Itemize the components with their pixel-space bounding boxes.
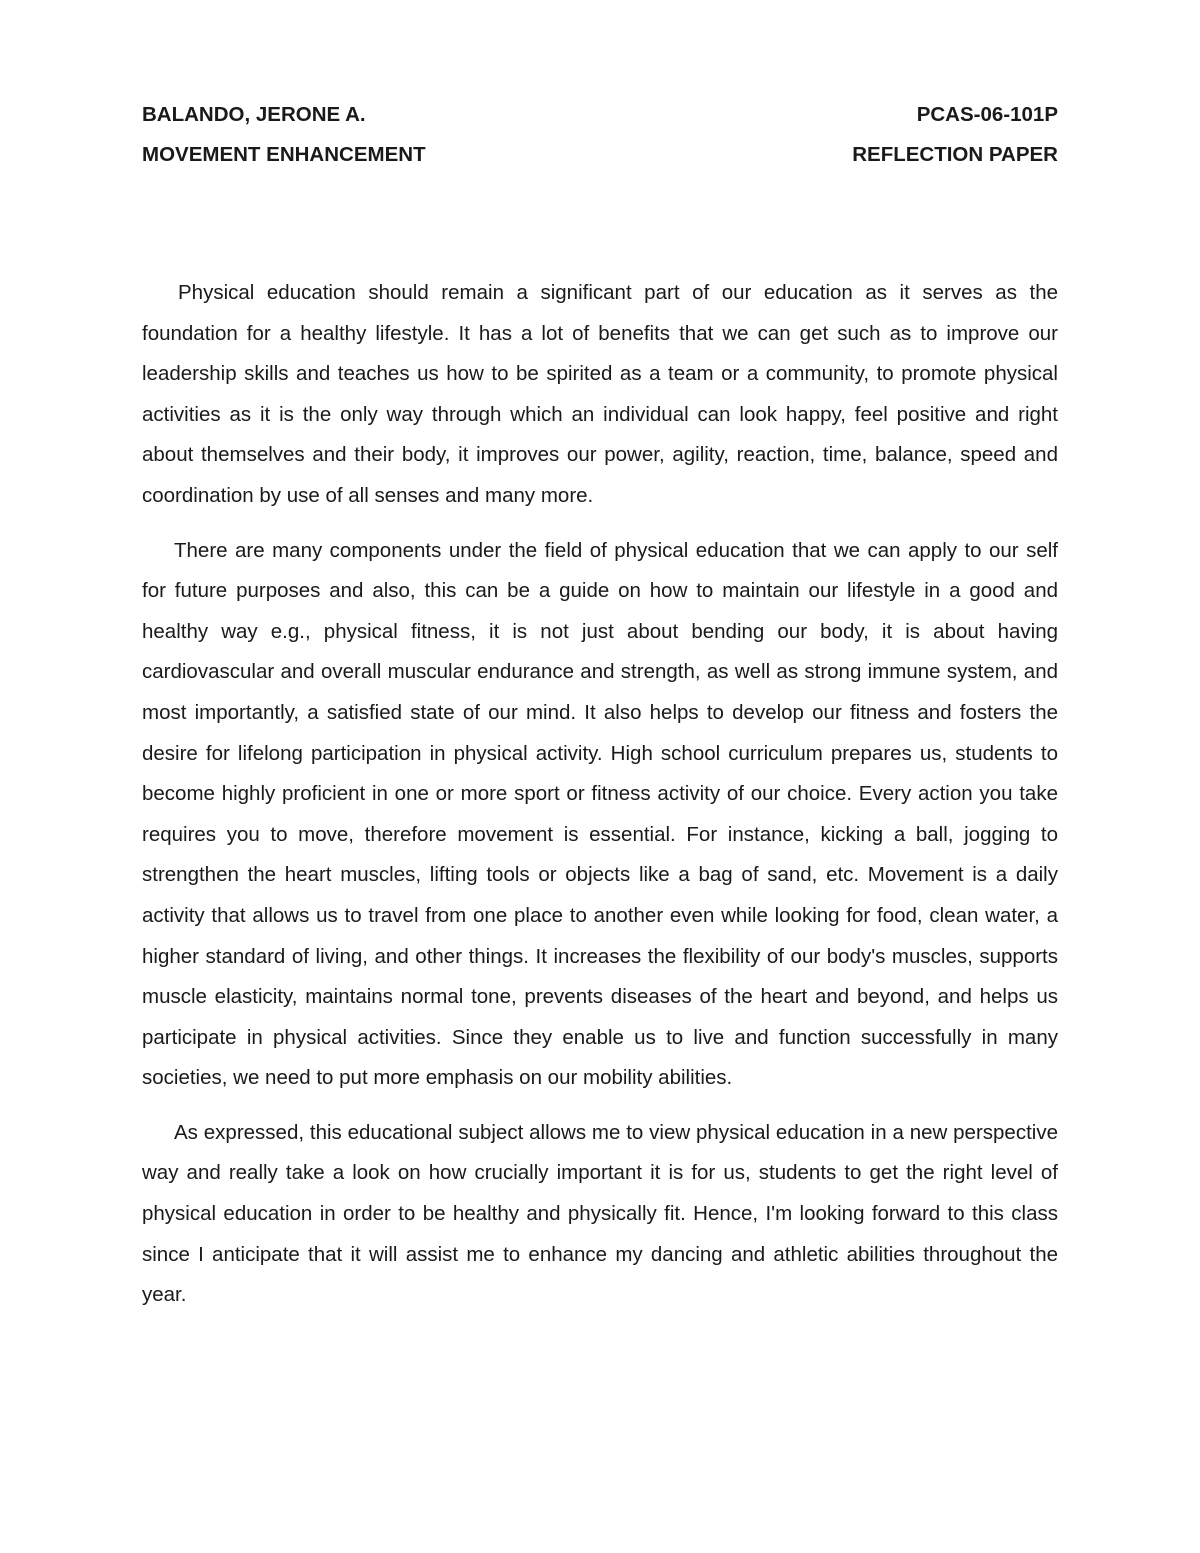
paragraph-1: Physical education should remain a significant part of our education as it serves as the foundation for a healthy lifestyle. It has a lot of benefits that we can get such as to improve our leadership skills and teaches us how to be spirited as a team or a community, to promote physical activities as it is the only way through which an individual can look happy, feel positive and right about themselves and their body, it improves our power, agility, reaction, time, balance, speed and coordination by use of all senses and many more. [142,281,1058,507]
header-row-bottom [142,135,1058,175]
paragraph-2: There are many components under the field of physical education that we can apply to our self for future purposes and also, this can be a guide on how to maintain our lifestyle in a good and healthy way e.g., physical fitness, it is not just about bending our body, it is about having cardiovascular and overall muscular endurance and strength, as well as strong immune system, and most importantly, a satisfied state of our mind. It also helps to develop our fitness and fosters the desire for lifelong participation in physical activity. High school curriculum prepares us, students to become highly proficient in one or more sport or fitness activity of our choice. Every action you take requires you to move, therefore movement is essential. For instance, kicking a ball, jogging to strengthen the heart muscles, lifting tools or objects like a bag of sand, etc. Movement is a daily activity that allows us to travel from one place to another even while looking for food, clean water, a higher standard of living, and other things. It increases the flexibility of our body's muscles, supports muscle elasticity, maintains normal tone, prevents diseases of the heart and beyond, and helps us participate in physical activities. Since they enable us to live and function successfully in many societies, we need to put more emphasis on our mobility abilities. [142,538,1058,1090]
paragraph-3: As expressed, this educational subject allows me to view physical education in a new perspective way and really take a look on how crucially important it is for us, students to get the right level of physical education in order to be healthy and physically fit. Hence, I'm looking forward to this class since I anticipate that it will assist me to enhance my dancing and athletic abilities throughout the year. [142,1120,1058,1307]
course-title: MOVEMENT ENHANCEMENT [142,143,426,166]
document-type: REFLECTION PAPER [852,143,1058,166]
author-name: BALANDO, JERONE A. [142,103,366,126]
section-code: PCAS-06-101P [916,103,1058,126]
document-body [142,273,1058,1330]
header-row-top [142,95,1058,135]
document-header [142,95,1058,175]
